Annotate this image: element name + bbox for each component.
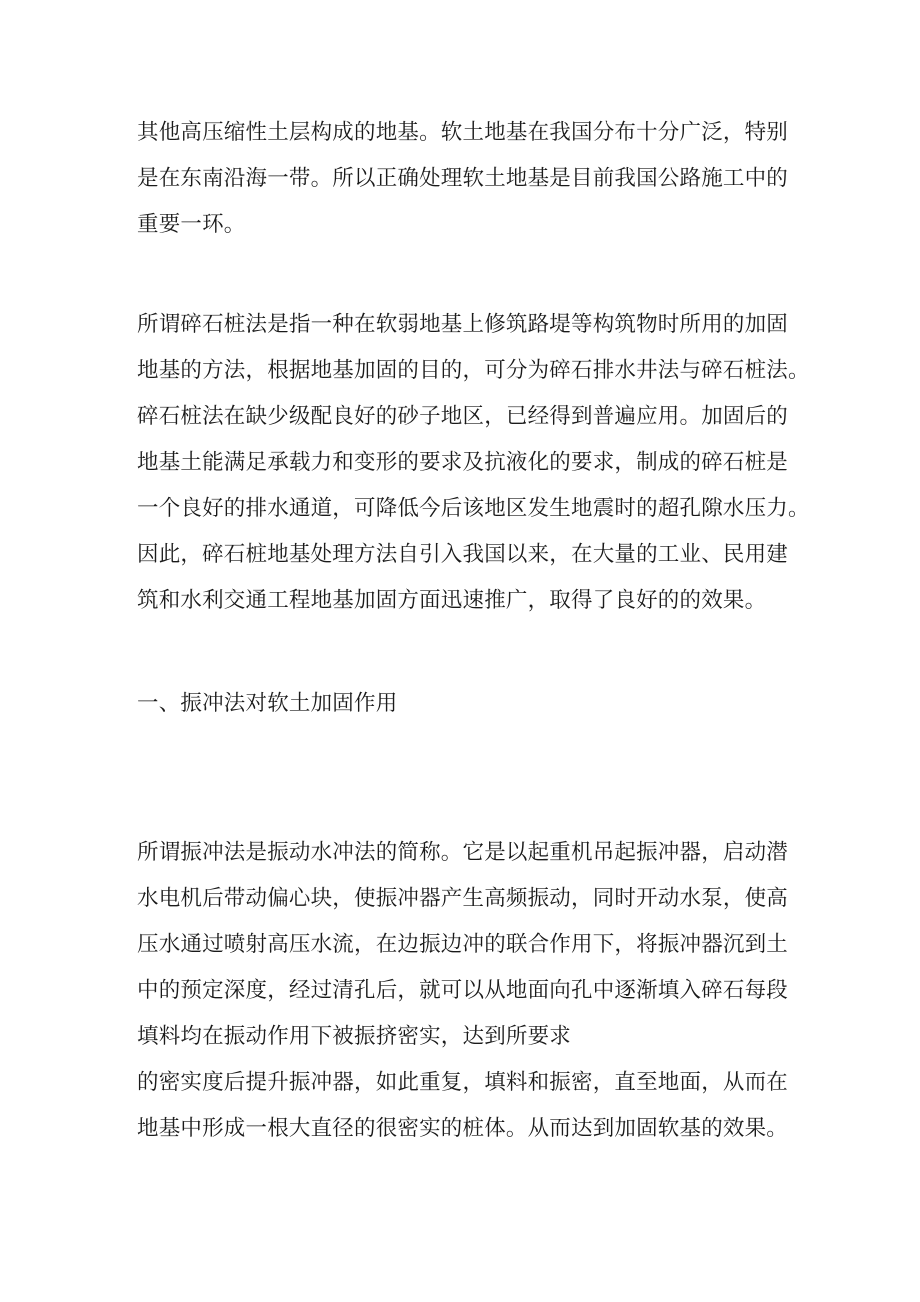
paragraph-line: 其他高压缩性土层构成的地基。软土地基在我国分布十分广泛，特别 [137,120,789,145]
paragraph-line: 水电机后带动偏心块，使振冲器产生高频振动，同时开动水泵，使高 [137,886,789,911]
section-heading: 一、振冲法对软土加固作用 [137,691,398,716]
paragraph-line: 一个良好的排水通道，可降低今后该地区发生地震时的超孔隙水压力。 [137,496,810,521]
paragraph-line: 地基土能满足承载力和变形的要求及抗液化的要求，制成的碎石桩是 [137,450,789,475]
paragraph-line: 因此，碎石桩地基处理方法自引入我国以来，在大量的工业、民用建 [137,542,789,567]
paragraph-line: 填料均在振动作用下被振挤密实，达到所要求 [137,1024,572,1049]
paragraph-line: 重要一环。 [137,212,246,237]
paragraph-line: 碎石桩法在缺少级配良好的砂子地区，已经得到普遍应用。加固后的 [137,404,789,429]
paragraph-line: 筑和水利交通工程地基加固方面迅速推广，取得了良好的的效果。 [137,588,767,613]
paragraph-line: 的密实度后提升振冲器，如此重复，填料和振密，直至地面，从而在 [137,1070,789,1095]
paragraph-line: 地基中形成一根大直径的很密实的桩体。从而达到加固软基的效果。 [137,1116,789,1141]
paragraph-line: 所谓碎石桩法是指一种在软弱地基上修筑路堤等构筑物时所用的加固 [137,312,789,337]
paragraph-line: 中的预定深度，经过清孔后，就可以从地面向孔中逐渐填入碎石每段 [137,978,789,1003]
paragraph-line: 地基的方法，根据地基加固的目的，可分为碎石排水井法与碎石桩法。 [137,358,810,383]
paragraph-line: 是在东南沿海一带。所以正确处理软土地基是目前我国公路施工中的 [137,166,789,191]
paragraph-line: 压水通过喷射高压水流，在边振边冲的联合作用下，将振冲器沉到土 [137,932,789,957]
paragraph-line: 所谓振冲法是振动水冲法的简称。它是以起重机吊起振冲器，启动潜 [137,840,789,865]
